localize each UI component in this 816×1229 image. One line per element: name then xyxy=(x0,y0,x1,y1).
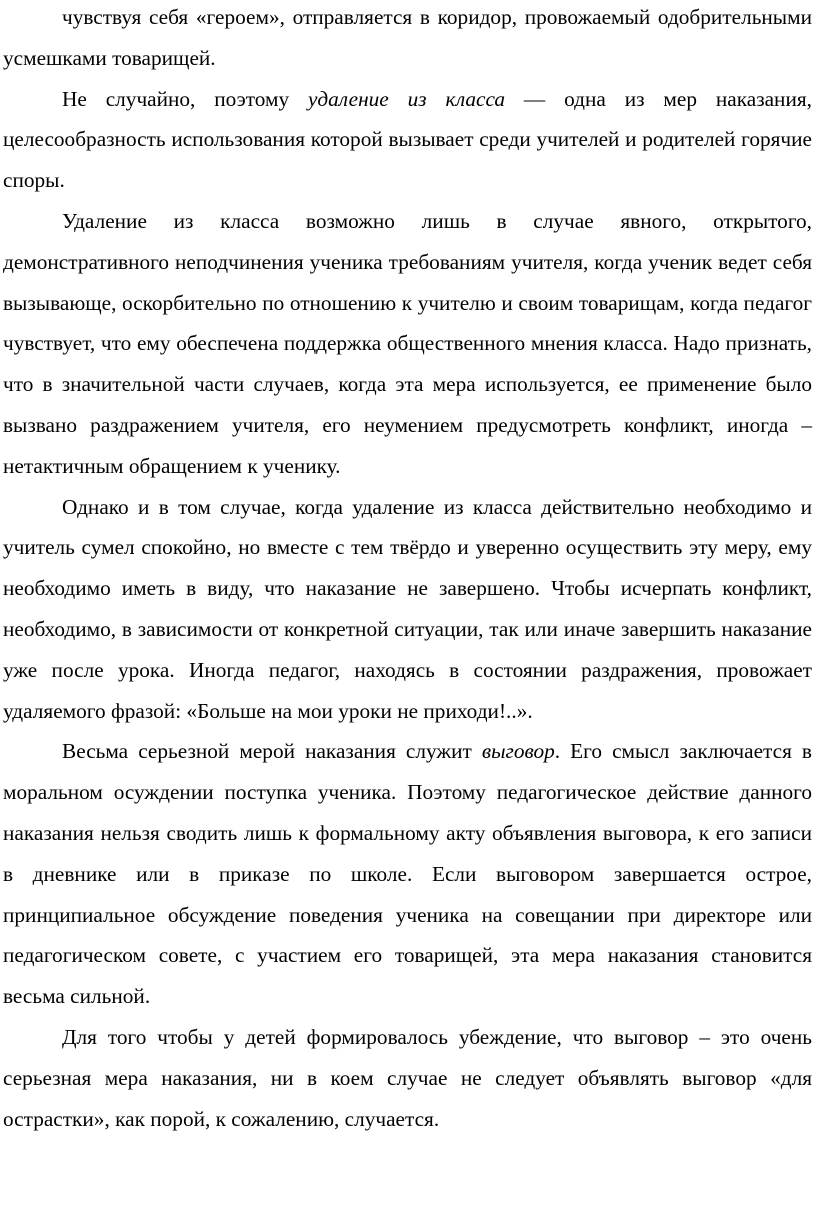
paragraph-3-text: Удаление из класса возможно лишь в случае явного, открытого, демонстративного неподчинения ученика требованиям учителя, когда ученик ведет себя вызывающе, оскорбительно по отношению к учителю и своим товарищам, когда педагог чувствует, что ему обеспечена поддержка общественного мнения класса. Надо признать, что в значительной части случаев, когда эта мера используется, ее применение было вызвано раздражением учителя, его неумением предусмотреть конфликт, иногда – нетактичным обращением к ученику. xyxy=(3,208,812,478)
paragraph-6-text: Для того чтобы у детей формировалось убеждение, что выговор – это очень серьезная мера наказания, ни в коем случае не следует объявлять выговор «для острастки», как порой, к сожалению, случается. xyxy=(3,1024,812,1131)
paragraph-2-text-start: Не случайно, поэтому xyxy=(62,86,308,111)
paragraph-5-text-start: Весьма серьезной мерой наказания служит xyxy=(62,739,482,764)
paragraph-5-text-end: . Его смысл заключается в моральном осуждении поступка ученика. Поэтому педагогическое действие данного наказания нельзя сводить лишь к формальному акту объявления выговора, к его записи в дневнике или в приказе по школе. Если выговором завершается острое, принципиальное обсуждение поведения ученика на совещании при директоре или педагогическом совете, с участием его товарищей, эта мера наказания становится весьма сильной. xyxy=(3,739,812,1009)
paragraph-1 xyxy=(3,0,812,79)
paragraph-5-italic-term: выговор xyxy=(481,739,555,764)
paragraph-2-italic-term: удаление из класса xyxy=(307,86,506,111)
paragraph-6 xyxy=(3,1017,812,1139)
paragraph-2-text-end: — одна из мер наказания, целесообразность использования которой вызывает среди учителей и родителей горячие споры. xyxy=(3,86,812,193)
paragraph-1-text: чувствуя себя «героем», отправляется в коридор, провожаемый одобрительными усмешками товарищей. xyxy=(3,5,812,70)
paragraph-3 xyxy=(3,201,812,487)
paragraph-2 xyxy=(3,79,812,201)
paragraph-4 xyxy=(3,487,812,732)
paragraph-4-text: Однако и в том случае, когда удаление из класса действительно необходимо и учитель сумел спокойно, но вместе с тем твёрдо и уверенно осуществить эту меру, ему необходимо иметь в виду, что наказание не завершено. Чтобы исчерпать конфликт, необходимо, в зависимости от конкретной ситуации, так или иначе завершить наказание уже после урока. Иногда педагог, находясь в состоянии раздражения, провожает удаляемого фразой: «Больше на мои уроки не приходи!..». xyxy=(3,494,812,723)
paragraph-5 xyxy=(3,731,812,1017)
